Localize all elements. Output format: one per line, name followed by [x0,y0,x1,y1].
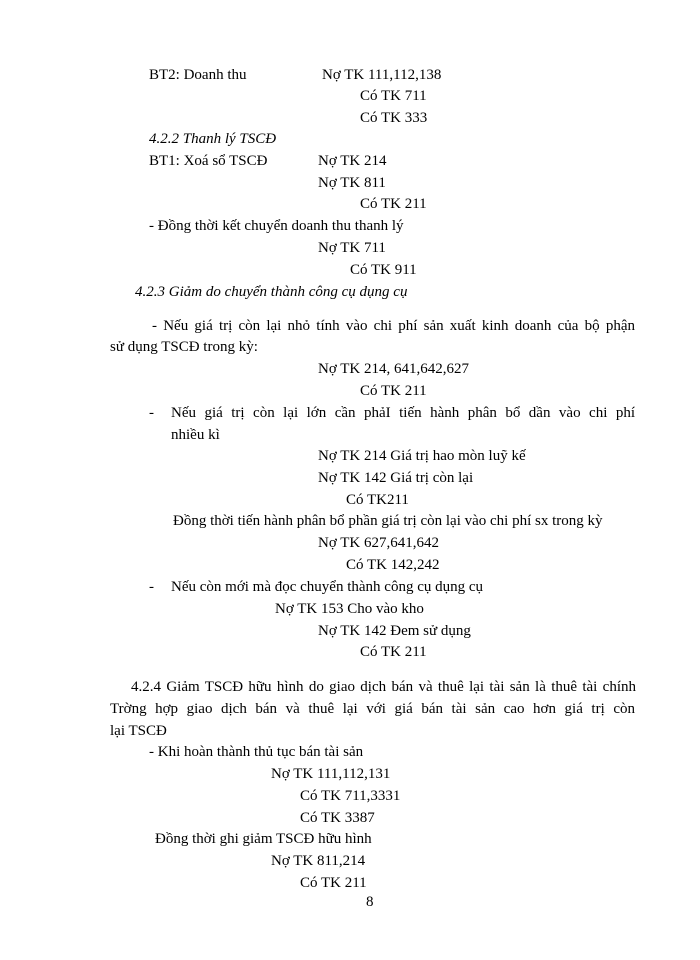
credit-line: Có TK 142,242 [346,557,440,573]
section-heading: 4.2.4 Giảm TSCĐ hữu hình do giao dịch bán và thuê lại tài sản là thuê tài chính [131,679,636,695]
debit-line: Nợ TK 142 Giá trị còn lại [318,470,474,486]
credit-line: Có TK 211 [360,644,427,660]
paragraph-line: Nếu giá trị còn lại lớn cần phảI tiến hành phân bổ dần vào chi phí [171,405,635,421]
debit-line: Nợ TK 627,641,642 [318,535,439,551]
entry-label: BT1: Xoá sổ TSCĐ [149,153,268,169]
bullet-dash: - [149,579,154,595]
paragraph-line: - Nếu giá trị còn lại nhỏ tính vào chi phí sản xuất kinh doanh của bộ phận [152,318,635,334]
paragraph-line: Đồng thời tiến hành phân bổ phần giá trị còn lại vào chi phí sx trong kỳ [173,513,603,529]
credit-line: Có TK 711 [360,88,427,104]
paragraph-line: - Đồng thời kết chuyển doanh thu thanh lý [149,218,404,234]
bullet-dash: - [149,405,154,421]
debit-line: Nợ TK 214 [318,153,387,169]
entry-label: BT2: Doanh thu [149,67,247,83]
credit-line: Có TK 211 [360,383,427,399]
debit-line: Nợ TK 153 Cho vào kho [275,601,424,617]
paragraph-line: Nếu còn mới mà đọc chuyển thành công cụ dụng cụ [171,579,484,595]
debit-line: Nợ TK 142 Đem sử dụng [318,623,471,639]
section-heading: 4.2.2 Thanh lý TSCĐ [149,131,277,147]
paragraph-line: lại TSCĐ [110,723,167,739]
credit-line: Có TK 333 [360,110,428,126]
debit-line: Nợ TK 811 [318,175,386,191]
credit-line: Có TK211 [346,492,409,508]
paragraph-line: Đồng thời ghi giảm TSCĐ hữu hình [155,831,372,847]
debit-line: Nợ TK 111,112,131 [271,766,391,782]
debit-line: Nợ TK 711 [318,240,386,256]
debit-line: Nợ TK 811,214 [271,853,366,869]
debit-line: Nợ TK 111,112,138 [322,67,442,83]
paragraph-line: nhiều kì [171,427,220,443]
credit-line: Có TK 211 [360,196,427,212]
debit-line: Nợ TK 214 Giá trị hao mòn luỹ kế [318,448,526,464]
paragraph-line: Trờng hợp giao dịch bán và thuê lại với giá bán tài sản cao hơn giá trị còn [110,701,635,717]
debit-line: Nợ TK 214, 641,642,627 [318,361,469,377]
section-heading: 4.2.3 Giảm do chuyển thành công cụ dụng cụ [135,284,408,300]
page-number: 8 [366,894,374,910]
credit-line: Có TK 3387 [300,810,375,826]
credit-line: Có TK 711,3331 [300,788,401,804]
paragraph-line: sử dụng TSCĐ trong kỳ: [110,339,258,355]
paragraph-line: - Khi hoàn thành thủ tục bán tài sản [149,744,364,760]
credit-line: Có TK 211 [300,875,367,891]
credit-line: Có TK 911 [350,262,417,278]
